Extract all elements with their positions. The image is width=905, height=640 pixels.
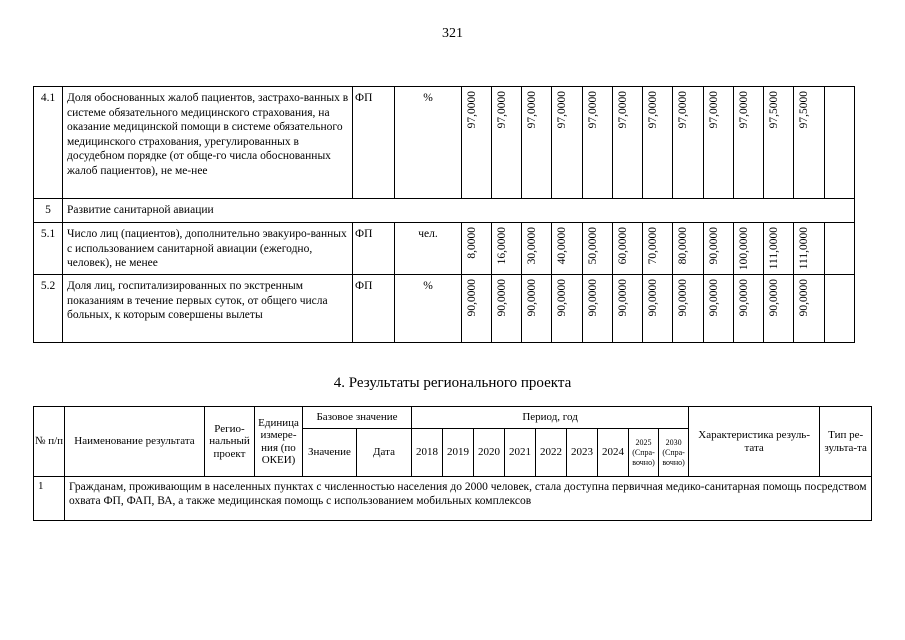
- row-number: 5: [34, 199, 63, 223]
- value-cell: 90,0000: [496, 279, 508, 317]
- table-row: [34, 275, 855, 343]
- value-cell: 97,0000: [647, 91, 659, 129]
- value-cell: 97,5000: [768, 91, 780, 129]
- value-cell: 90,0000: [708, 227, 720, 265]
- value-cell: 100,0000: [738, 227, 750, 271]
- value-cell: 90,0000: [798, 279, 810, 317]
- header-regional-project: Регио-нальный проект: [205, 407, 255, 477]
- value-cell: 8,0000: [466, 227, 478, 259]
- value-cell: 97,0000: [466, 91, 478, 129]
- header-year: 2024: [598, 429, 629, 477]
- indicator-name: Число лиц (пациентов), дополнительно эвакуиро-ванных с использованием санитарной авиации (ежегодно, человек), не менее: [63, 223, 353, 275]
- result-text: Гражданам, проживающим в населенных пунктах с численностью населения до 2000 человек, стала доступна первичная медико-санитарная помощь посредством охвата ФП, ФАП, ВА, а также медицинская помощь с использованием мобильных комплексов: [65, 477, 872, 521]
- value-cell: 111,0000: [798, 227, 810, 270]
- value-cell: 60,0000: [617, 227, 629, 265]
- row-number: 1: [34, 477, 65, 521]
- value-cell: 97,0000: [738, 91, 750, 129]
- empty-cell: [825, 223, 855, 275]
- value-cell: 90,0000: [677, 279, 689, 317]
- value-cell: 97,5000: [798, 91, 810, 129]
- value-cell: 97,0000: [556, 91, 568, 129]
- value-cell: 90,0000: [738, 279, 750, 317]
- value-cell: 90,0000: [466, 279, 478, 317]
- header-year: 2020: [474, 429, 505, 477]
- value-cell: 50,0000: [587, 227, 599, 265]
- indicators-table: [33, 86, 855, 343]
- table-row: [34, 199, 855, 223]
- value-cell: 97,0000: [496, 91, 508, 129]
- value-cell: 80,0000: [677, 227, 689, 265]
- value-cell: 90,0000: [526, 279, 538, 317]
- header-period: Период, год: [412, 407, 689, 429]
- header-unit: Единица измере-ния (по ОКЕИ): [255, 407, 303, 477]
- indicator-name: Доля лиц, госпитализированных по экстренным показаниям в течение первых суток, от общего числа больных, к которым совершены вылеты: [63, 275, 353, 343]
- header-result-type: Тип ре-зульта-та: [820, 407, 872, 477]
- value-cell: 97,0000: [617, 91, 629, 129]
- indicator-unit: %: [395, 87, 462, 199]
- header-year: 2022: [536, 429, 567, 477]
- value-cell: 90,0000: [617, 279, 629, 317]
- value-cell: 90,0000: [768, 279, 780, 317]
- row-number: 4.1: [34, 87, 63, 199]
- header-year-2030: 2030 (Спра-вочно): [659, 429, 689, 477]
- value-cell: 16,0000: [496, 227, 508, 265]
- header-year: 2019: [443, 429, 474, 477]
- empty-cell: [825, 275, 855, 343]
- indicator-unit: чел.: [395, 223, 462, 275]
- value-cell: 111,0000: [768, 227, 780, 270]
- header-base-value: Базовое значение: [303, 407, 412, 429]
- value-cell: 90,0000: [708, 279, 720, 317]
- header-year: 2023: [567, 429, 598, 477]
- section-title: 4. Результаты регионального проекта: [333, 375, 572, 391]
- value-cell: 97,0000: [708, 91, 720, 129]
- row-number: 5.1: [34, 223, 63, 275]
- value-cell: 97,0000: [587, 91, 599, 129]
- page-number: 321: [442, 26, 463, 41]
- header-year-2025: 2025 (Спра-вочно): [629, 429, 659, 477]
- header-year: 2021: [505, 429, 536, 477]
- header-year: 2018: [412, 429, 443, 477]
- header-number: № п/п: [34, 407, 65, 477]
- header-base-date: Дата: [357, 429, 412, 477]
- table-row: [34, 477, 872, 521]
- value-cell: 70,0000: [647, 227, 659, 265]
- value-cell: 90,0000: [647, 279, 659, 317]
- value-cell: 97,0000: [677, 91, 689, 129]
- indicator-unit: %: [395, 275, 462, 343]
- value-cell: 30,0000: [526, 227, 538, 265]
- results-table: [33, 406, 872, 521]
- header-row: [34, 407, 872, 429]
- indicator-name: Доля обоснованных жалоб пациентов, застрахо-ванных в системе обязательного медицинского страхования, на оказание медицинской помощи в системе обязательного медицинского страхования, урегулированных в досудебном порядке (от обще-го числа обоснованных жалоб пациентов), не ме-нее: [63, 87, 353, 199]
- value-cell: 90,0000: [587, 279, 599, 317]
- header-characteristic: Характеристика резуль-тата: [689, 407, 820, 477]
- empty-cell: [825, 87, 855, 199]
- value-cell: 40,0000: [556, 227, 568, 265]
- header-result-name: Наименование результата: [65, 407, 205, 477]
- header-base-value-amount: Значение: [303, 429, 357, 477]
- table-row: [34, 223, 855, 275]
- value-cell: 97,0000: [526, 91, 538, 129]
- indicator-source: ФП: [353, 223, 395, 275]
- indicator-source: ФП: [353, 87, 395, 199]
- row-number: 5.2: [34, 275, 63, 343]
- indicator-source: ФП: [353, 275, 395, 343]
- section-heading: Развитие санитарной авиации: [63, 199, 855, 223]
- table-row: [34, 87, 855, 199]
- value-cell: 90,0000: [556, 279, 568, 317]
